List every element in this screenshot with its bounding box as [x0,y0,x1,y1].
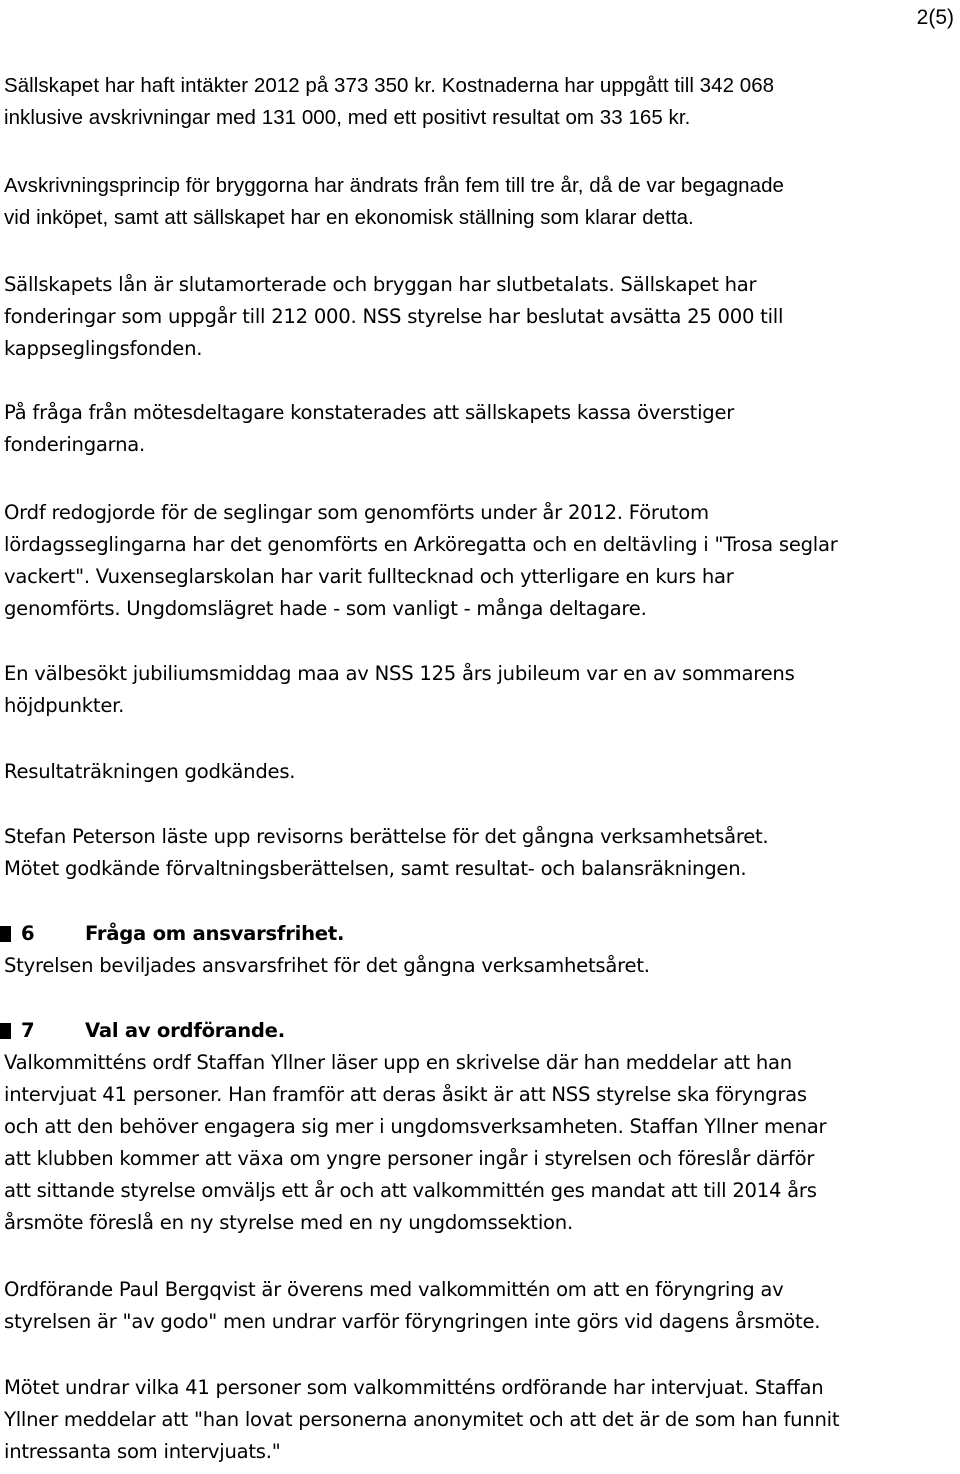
paragraph-cash-question [4,397,734,461]
text-line: styrelsen är "av godo" men undrar varför föryngringen inte görs vid dagens årsmöte. [4,1310,821,1333]
section-number: 7 [21,1019,35,1042]
text-line: Sällskapets lån är slutamorterade och bryggan har slutbetalats. Sällskapet har [4,273,757,296]
text-line: Mötet godkände förvaltningsberättelsen, samt resultat- och balansräkningen. [4,857,747,880]
text-line: intressanta som intervjuats." [4,1440,281,1463]
text-line: och att den behöver engagera sig mer i ungdomsverksamheten. Staffan Yllner menar [4,1115,827,1138]
text-line: Avskrivningsprincip för bryggorna har ändrats från fem till tre år, då de var begagnade [4,174,784,197]
text-line: På fråga från mötesdeltagare konstaterades att sällskapets kassa överstiger [4,401,735,424]
text-line: fonderingar som uppgår till 212 000. NSS styrelse har beslutat avsätta 25 000 till [4,305,784,328]
paragraph-chairman-response [4,1274,820,1338]
text-line: Stefan Peterson läste upp revisorns berättelse för det gångna verksamhetsåret. [4,825,769,848]
text-line: Sällskapet har haft intäkter 2012 på 373 350 kr. Kostnaderna har uppgått till 342 068 [4,74,775,97]
text-line: Yllner meddelar att "han lovat personerna anonymitet och att det är de som han funnit [4,1408,840,1431]
text-line: En välbesökt jubiliumsmiddag maa av NSS 125 års jubileum var en av sommarens [4,662,795,685]
text-line: att sittande styrelse omväljs ett år och att valkommittén ges mandat att till 2014 års [4,1179,817,1202]
paragraph-loans [4,269,783,365]
text-line: Styrelsen beviljades ansvarsfrihet för det gångna verksamhetsåret. [4,954,650,977]
text-line: Mötet undrar vilka 41 personer som valkommitténs ordförande har intervjuat. Staffan [4,1376,824,1399]
text-line: lördagsseglingarna har det genomförts en Arköregatta och en deltävling i "Trosa seglar [4,533,838,556]
paragraph-audit [4,821,768,885]
section-6 [0,918,650,982]
paragraph-jubilee [4,658,795,722]
text-line: genomförts. Ungdomslägret hade - som vanligt - många deltagare. [4,597,647,620]
text-line: fonderingarna. [4,433,146,456]
text-line: vackert". Vuxenseglarskolan har varit fulltecknad och ytterligare en kurs har [4,565,734,588]
text-line: Ordförande Paul Bergqvist är överens med valkommittén om att en föryngring av [4,1278,784,1301]
paragraph-income [4,70,774,134]
text-line: att klubben kommer att växa om yngre personer ingår i styrelsen och föreslår därför [4,1147,815,1170]
text-line: intervjuat 41 personer. Han framför att deras åsikt är att NSS styrelse ska föryngras [4,1083,807,1106]
bullet-icon [0,1023,11,1039]
paragraph-depreciation [4,170,784,234]
paragraph-sailing [4,497,838,625]
text-line: Resultaträkningen godkändes. [4,760,296,783]
text-line: kappseglingsfonden. [4,337,203,360]
text-line: Ordf redogjorde för de seglingar som genomförts under år 2012. Förutom [4,501,709,524]
section-number: 6 [21,922,35,945]
section-7 [0,1015,826,1239]
text-line: höjdpunkter. [4,694,125,717]
text-line: Valkommitténs ordf Staffan Yllner läser upp en skrivelse där han meddelar att han [4,1051,792,1074]
section-heading [0,918,650,950]
paragraph-result-approved [4,756,295,788]
text-line: årsmöte föreslå en ny styrelse med en ny ungdomssektion. [4,1211,573,1234]
section-title: Val av ordförande. [85,1019,285,1042]
section-heading [0,1015,826,1047]
text-line: vid inköpet, samt att sällskapet har en ekonomisk ställning som klarar detta. [4,206,694,229]
text-line: inklusive avskrivningar med 131 000, med ett positivt resultat om 33 165 kr. [4,106,691,129]
section-title: Fråga om ansvarsfrihet. [85,922,345,945]
page-number: 2(5) [916,6,954,29]
bullet-icon [0,926,11,942]
paragraph-meeting-question [4,1372,839,1468]
